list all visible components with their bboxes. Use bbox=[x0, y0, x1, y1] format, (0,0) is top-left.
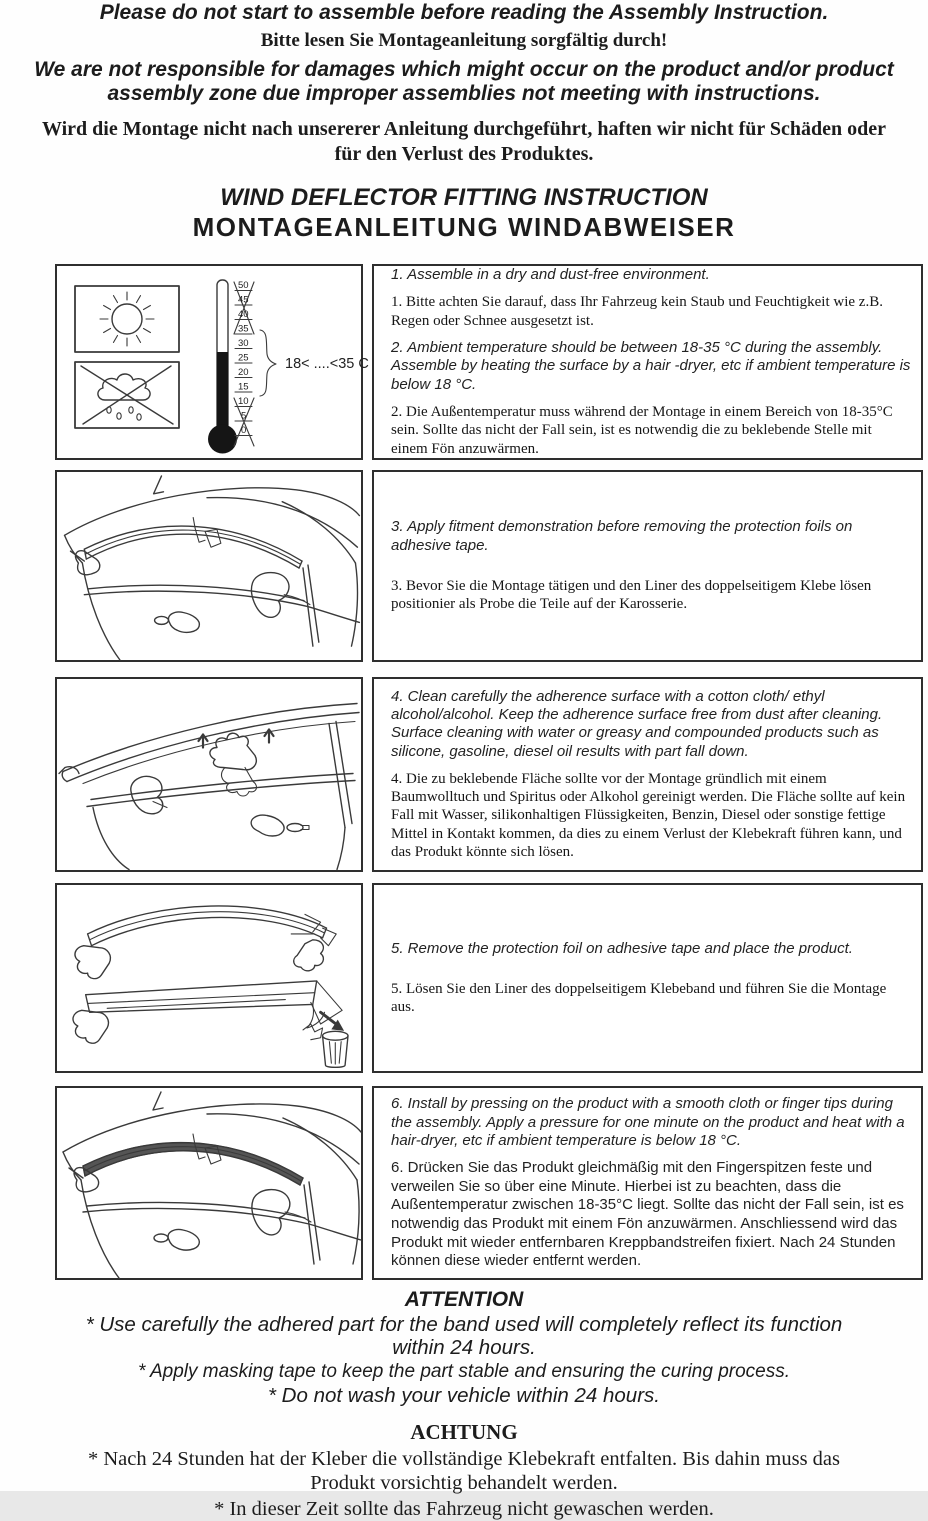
clean-surface-illustration bbox=[57, 679, 361, 870]
door-handle bbox=[251, 815, 309, 836]
attention-item-3: * Do not wash your vehicle within 24 hours. bbox=[268, 1384, 660, 1407]
svg-text:15: 15 bbox=[238, 381, 249, 393]
step-1-text-panel bbox=[372, 264, 923, 460]
trash-can-icon bbox=[323, 1031, 348, 1067]
range-brace bbox=[260, 330, 276, 396]
step-4-text-panel bbox=[372, 883, 923, 1073]
step-3-text-panel bbox=[372, 677, 923, 872]
right-hand-top bbox=[294, 940, 324, 971]
svg-text:50: 50 bbox=[238, 280, 249, 291]
step-1-text-de-1: 1. Bitte achten Sie darauf, dass Ihr Fahrzeug kein Staub und Feuchtigkeit wie z.B. Regen oder Schnee ausgesetzt ist. bbox=[391, 294, 883, 329]
step-3-text-en: 4. Clean carefully the adherence surface with a cotton cloth/ ethyl alcohol/alcohol. Keep the adherence surface free from dust after cleaning. Surface cleaning with water or greasy and compounded products such as silicone, gasoline, diesel oil results with part fall down. bbox=[391, 687, 883, 760]
header-notice-en: Please do not start to assemble before reading the Assembly Instruction. bbox=[99, 1, 829, 24]
svg-text:0: 0 bbox=[241, 425, 247, 436]
document-title-en: WIND DEFLECTOR FITTING INSTRUCTION bbox=[220, 184, 708, 211]
svg-text:5: 5 bbox=[241, 410, 247, 422]
document-title-de: MONTAGEANLEITUNG WINDABWEISER bbox=[192, 212, 736, 242]
step-4-text-en: 5. Remove the protection foil on adhesive tape and place the product. bbox=[391, 939, 853, 957]
attention-title: ATTENTION bbox=[404, 1288, 524, 1311]
no-rain-icon bbox=[81, 366, 173, 424]
footer-warnings bbox=[0, 1288, 928, 1521]
fitment-demonstration-illustration bbox=[57, 472, 361, 660]
step-1-text-de-2: 2. Die Außentemperatur muss während der Montage in einem Bereich von 18-35°C sein. Sollte das nicht der Fall sein, ist es notwendig die zu beklebende Stelle mit einem Fön anzuwärmen. bbox=[391, 403, 893, 457]
step-4-text-de: 5. Lösen Sie den Liner des doppelseitigem Klebeband und führen Sie die Montage aus. bbox=[391, 980, 887, 1016]
header-disclaimer-en: We are not responsible for damages which might occur on the product and/or product assembly zone due improper assemblies not meeting with instructions. bbox=[34, 58, 894, 105]
svg-text:40: 40 bbox=[238, 309, 249, 320]
achtung-item-2: * In dieser Zeit sollte das Fahrzeug nicht gewaschen werden. bbox=[214, 1498, 714, 1520]
step-1-text-en-2: 2. Ambient temperature should be between 18-35 °C during the assembly. Assemble by heating the surface by a hair -dryer, etc if ambient temperature is below 18 °C. bbox=[391, 339, 911, 393]
left-hand-bottom bbox=[73, 1010, 108, 1043]
temperature-range-label: 18< ....<35 C bbox=[285, 356, 369, 372]
step-2-illustration-panel bbox=[55, 470, 363, 662]
step-5-text-en: 6. Install by pressing on the product with a smooth cloth or finger tips during the assembly. Apply a pressure for one minute on the product and heat with a hair-dryer, etc if ambient temperature is below 18 °C. bbox=[391, 1095, 905, 1149]
svg-text:20: 20 bbox=[238, 367, 249, 378]
achtung-title: ACHTUNG bbox=[410, 1420, 518, 1444]
svg-text:45: 45 bbox=[238, 294, 249, 306]
temperature-conditions-illustration bbox=[57, 266, 369, 458]
press-product-illustration bbox=[57, 1088, 361, 1278]
curved-deflector-strip bbox=[88, 906, 337, 946]
remove-foil-illustration bbox=[57, 885, 361, 1071]
flat-deflector-strip bbox=[86, 981, 317, 1012]
header-disclaimer-de: Wird die Montage nicht nach unsererer Anleitung durchgeführt, haften wir nicht für Schäden oder für den Verlust des Produktes. bbox=[41, 118, 887, 165]
svg-text:25: 25 bbox=[238, 352, 249, 364]
attention-item-1: * Use carefully the adhered part for the band used will completely reflect its function within 24 hours. bbox=[85, 1313, 843, 1359]
step-1-illustration-panel bbox=[55, 264, 369, 460]
svg-text:30: 30 bbox=[238, 338, 249, 349]
step-3-text-de: 4. Die zu beklebende Fläche sollte vor der Montage gründlich mit einem Baumwolltuch und Spiritus oder Alkohol gereinigt werden. Die Fläche sollte auf kein Fall mit Wasser, silikonhaltigen Flüssigkeiten, Benzin, Diesel oder sonstige fettige Mittel in Kontakt kommen, da dies zu einem Verlust der Klebekraft führen kann, und das Produkt könnte sich lösen. bbox=[391, 770, 906, 861]
step-1-text-en-1: 1. Assemble in a dry and dust-free environment. bbox=[391, 266, 710, 284]
sun-icon bbox=[100, 292, 154, 346]
step-5-illustration-panel bbox=[55, 1086, 363, 1280]
step-5-text-de: 6. Drücken Sie das Produkt gleichmäßig mit den Fingerspitzen feste und verweilen Sie so über eine Minute. Hierbei ist zu beachten, dass die Außentemperatur zwischen 18-35°C liegt. Sollte das nicht der Fall sein, ist es notwendig das Produkt mit einem Fön anzuwärmen. Anschliessend wird das Produkt mit wieder entfernbaren Kreppbandstreifen fixiert. Nach 24 Stunden können diese wieder entfernt werden. bbox=[391, 1159, 904, 1270]
step-2-text-de: 3. Bevor Sie die Montage tätigen und den Liner des doppelseitigem Klebe lösen positionier als Probe die Teile auf der Karosserie. bbox=[391, 578, 872, 613]
left-hand-top bbox=[75, 946, 110, 979]
achtung-item-1: * Nach 24 Stunden hat der Kleber die vollständige Klebekraft entfalten. Bis dahin muss das Produkt vorsichtig behandelt werden. bbox=[87, 1448, 841, 1494]
step-3-illustration-panel bbox=[55, 677, 363, 872]
step-2-text-panel bbox=[372, 470, 923, 662]
svg-text:10: 10 bbox=[238, 396, 249, 407]
step-5-text-panel bbox=[372, 1086, 923, 1280]
hand-cloth-icon bbox=[210, 733, 257, 796]
attention-item-2: * Apply masking tape to keep the part stable and ensuring the curing process. bbox=[137, 1361, 791, 1382]
svg-text:35: 35 bbox=[238, 323, 249, 335]
up-arrow-icons bbox=[199, 730, 274, 748]
mirror bbox=[131, 776, 167, 813]
step-4-illustration-panel bbox=[55, 883, 363, 1073]
header-notice-de: Bitte lesen Sie Montageanleitung sorgfältig durch! bbox=[260, 30, 668, 51]
step-2-text-en: 3. Apply fitment demonstration before removing the protection foils on adhesive tape. bbox=[391, 518, 853, 554]
installed-deflector-band bbox=[83, 1143, 303, 1185]
